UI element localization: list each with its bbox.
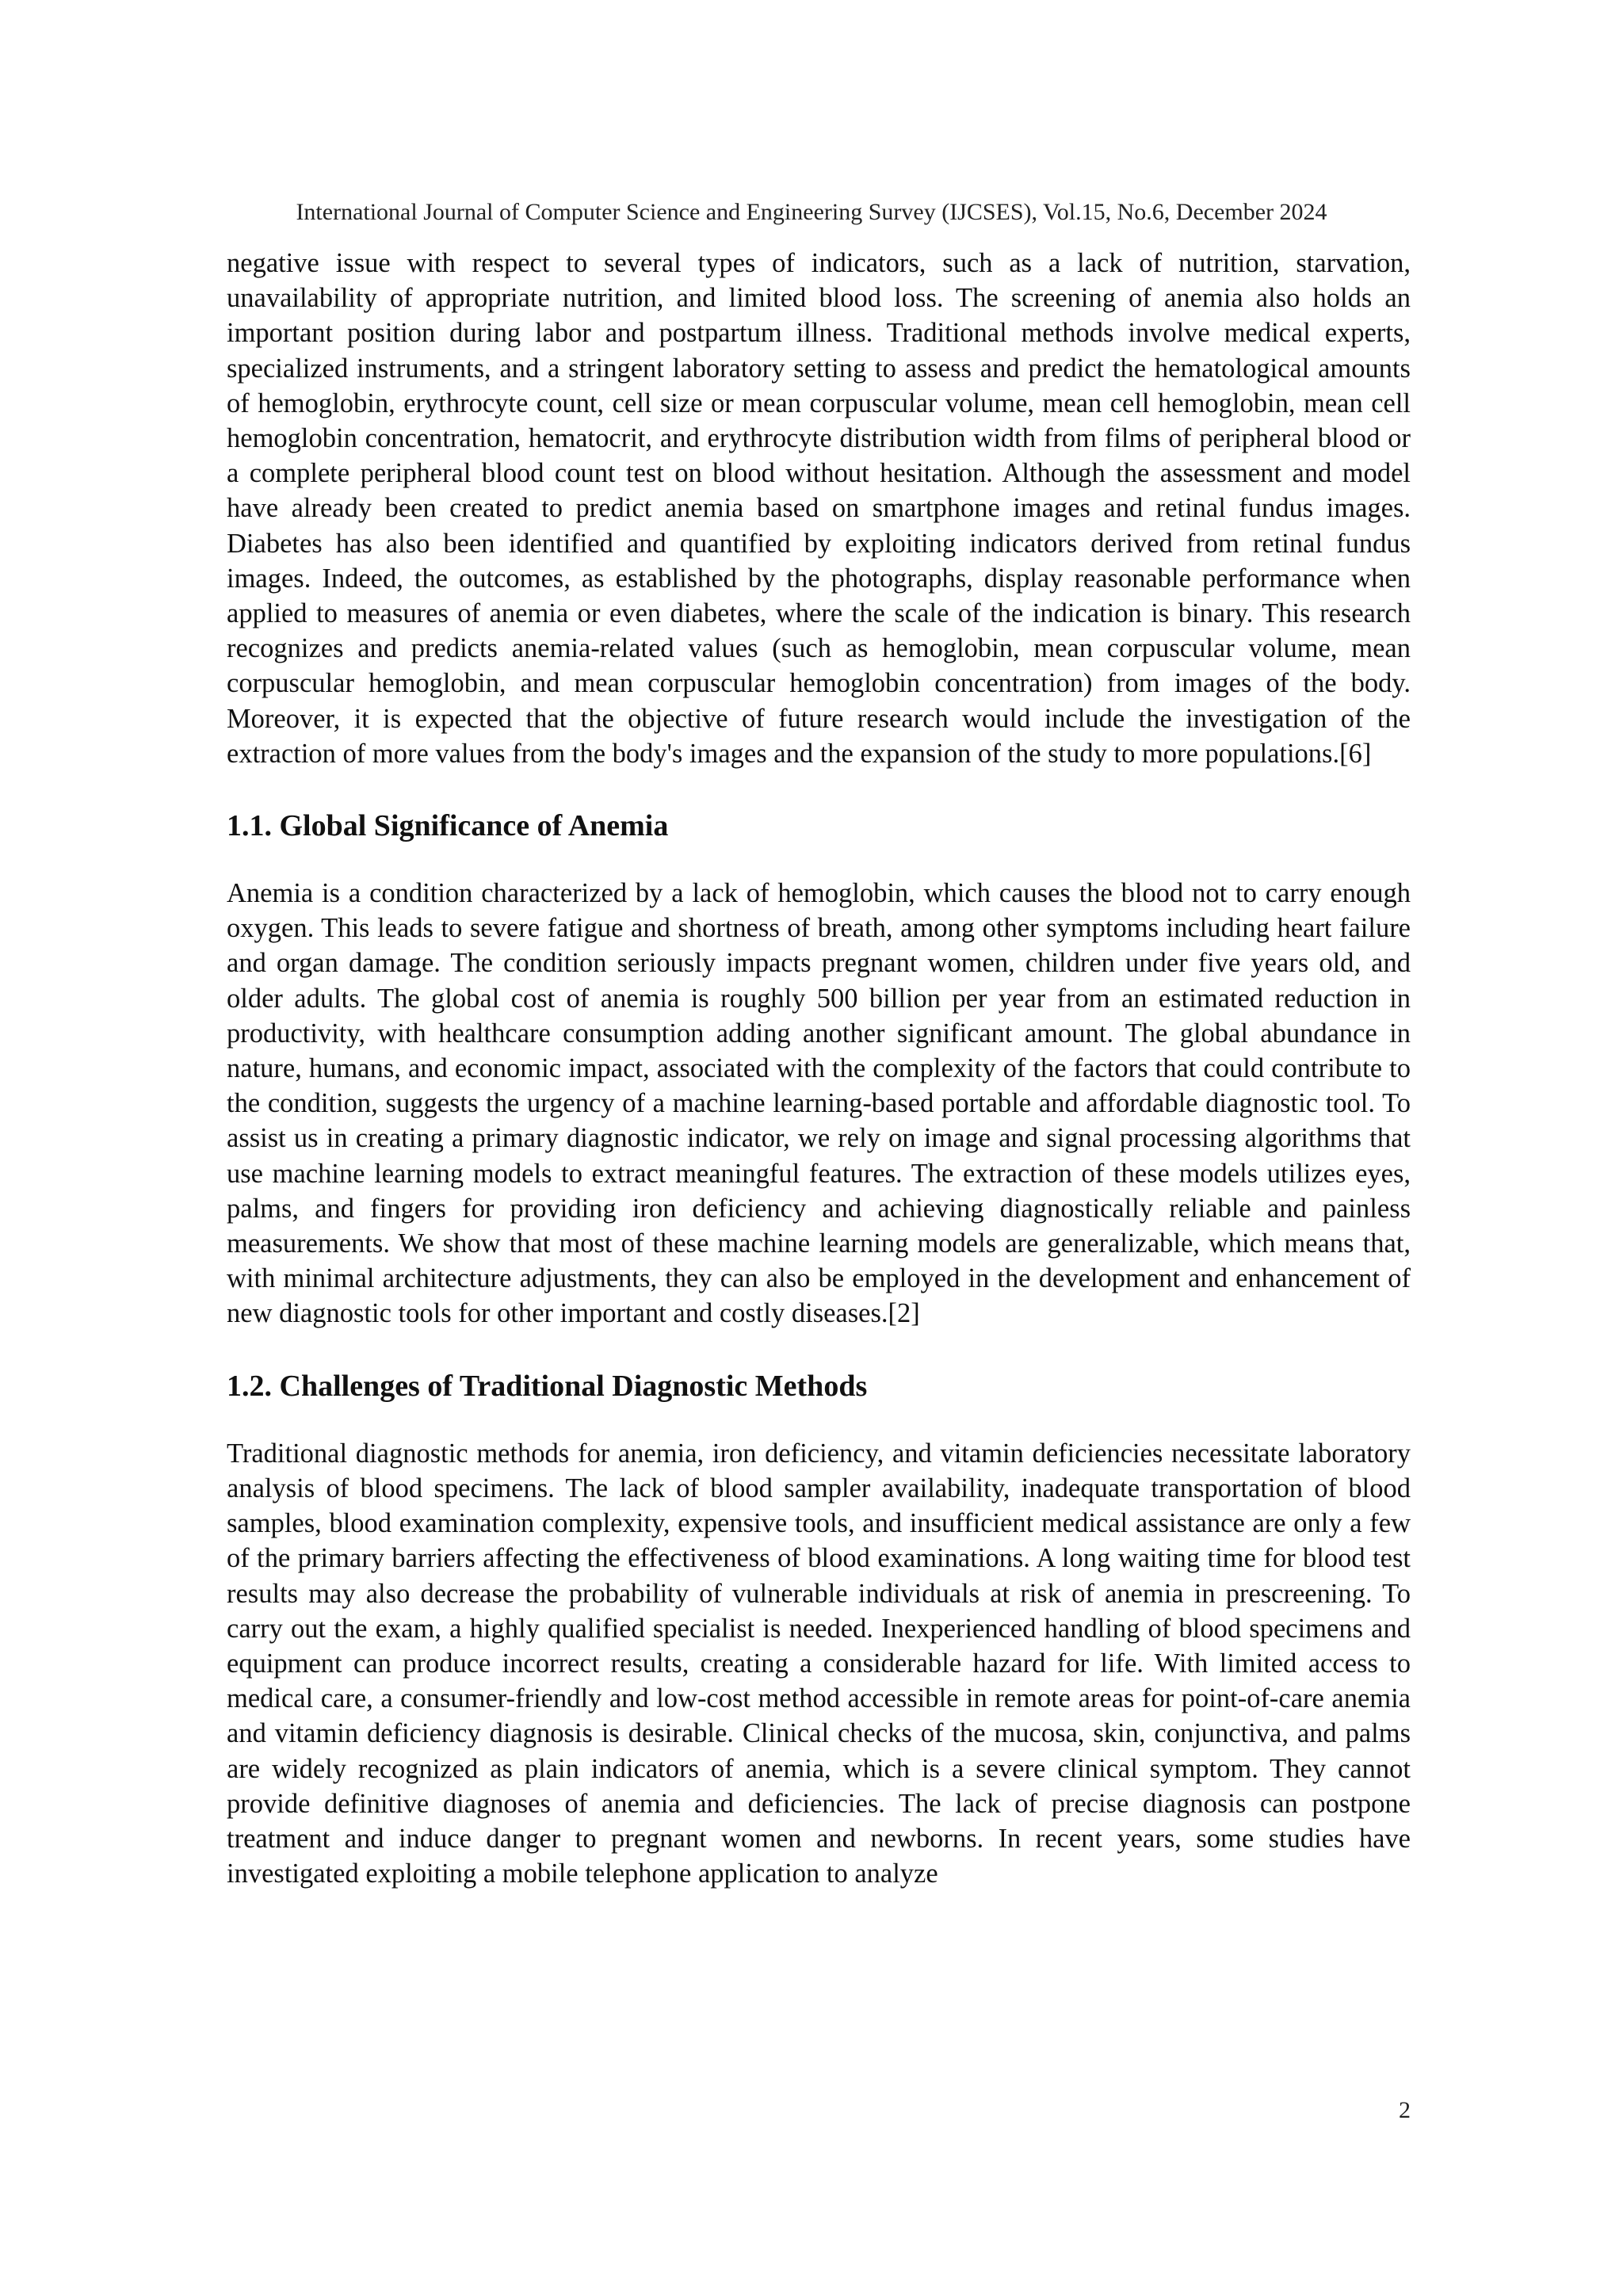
- section-paragraph-challenges: Traditional diagnostic methods for anemia, iron deficiency, and vitamin deficiencies necessitate laboratory analysis of blood specimens. The lack of blood sampler availability, inadequate transportation of blood samples, blood examination complexity, expensive tools, and insufficient medical assistance are only a few of the primary barriers affecting the effectiveness of blood examinations. A long waiting time for blood test results may also decrease the probability of vulnerable individuals at risk of anemia in prescreening. To carry out the exam, a highly qualified specialist is needed. Inexperienced handling of blood specimens and equipment can produce incorrect results, creating a considerable hazard for life. With limited access to medical care, a consumer-friendly and low-cost method accessible in remote areas for point-of-care anemia and vitamin deficiency diagnosis is desirable. Clinical checks of the mucosa, skin, conjunctiva, and palms are widely recognized as plain indicators of anemia, which is a severe clinical symptom. They cannot provide definitive diagnoses of anemia and deficiencies. The lack of precise diagnosis can postpone treatment and induce danger to pregnant women and newborns. In recent years, some studies have investigated exploiting a mobile telephone application to analyze: [227, 1438, 1411, 1889]
- intro-paragraph: negative issue with respect to several types of indicators, such as a lack of nutrition, starvation, unavailability of appropriate nutrition, and limited blood loss. The screening of anemia also holds an important position during labor and postpartum illness. Traditional methods involve medical experts, specialized instruments, and a stringent laboratory setting to assess and predict the hematological amounts of hemoglobin, erythrocyte count, cell size or mean corpuscular volume, mean cell hemoglobin, mean cell hemoglobin concentration, hematocrit, and erythrocyte distribution width from films of peripheral blood or a complete peripheral blood count test on blood without hesitation. Although the assessment and model have already been created to predict anemia based on smartphone images and retinal fundus images. Diabetes has also been identified and quantified by exploiting indicators derived from retinal fundus images. Indeed, the outcomes, as established by the photographs, display reasonable performance when applied to measures of anemia or even diabetes, where the scale of the indication is binary. This research recognizes and predicts anemia-related values (such as hemoglobin, mean corpuscular volume, mean corpuscular hemoglobin, and mean corpuscular hemoglobin concentration) from images of the body. Moreover, it is expected that the objective of future research would include the investigation of the extraction of more values from the body's images and the expansion of the study to more populations.[6]: [227, 248, 1411, 769]
- page-number: 2: [1399, 2097, 1411, 2123]
- section-heading-challenges: 1.2. Challenges of Traditional Diagnostic Methods: [227, 1369, 868, 1403]
- section-paragraph-global-significance: Anemia is a condition characterized by a lack of hemoglobin, which causes the blood not to carry enough oxygen. This leads to severe fatigue and shortness of breath, among other symptoms including heart failure and organ damage. The condition seriously impacts pregnant women, children under five years old, and older adults. The global cost of anemia is roughly 500 billion per year from an estimated reduction in productivity, with healthcare consumption adding another significant amount. The global abundance in nature, humans, and economic impact, associated with the complexity of the factors that could contribute to the condition, suggests the urgency of a machine learning-based portable and affordable diagnostic tool. To assist us in creating a primary diagnostic indicator, we rely on image and signal processing algorithms that use machine learning models to extract meaningful features. The extraction of these models utilizes eyes, palms, and fingers for providing iron deficiency and achieving diagnostically reliable and painless measurements. We show that most of these machine learning models are generalizable, which means that, with minimal architecture adjustments, they can also be employed in the development and enhancement of new diagnostic tools for other important and costly diseases.[2]: [227, 878, 1411, 1329]
- section-heading-global-significance: 1.1. Global Significance of Anemia: [227, 809, 669, 843]
- page-body: [227, 246, 1411, 1891]
- running-head: International Journal of Computer Science and Engineering Survey (IJCSES), Vol.15, No.6, December 2024: [296, 199, 1327, 225]
